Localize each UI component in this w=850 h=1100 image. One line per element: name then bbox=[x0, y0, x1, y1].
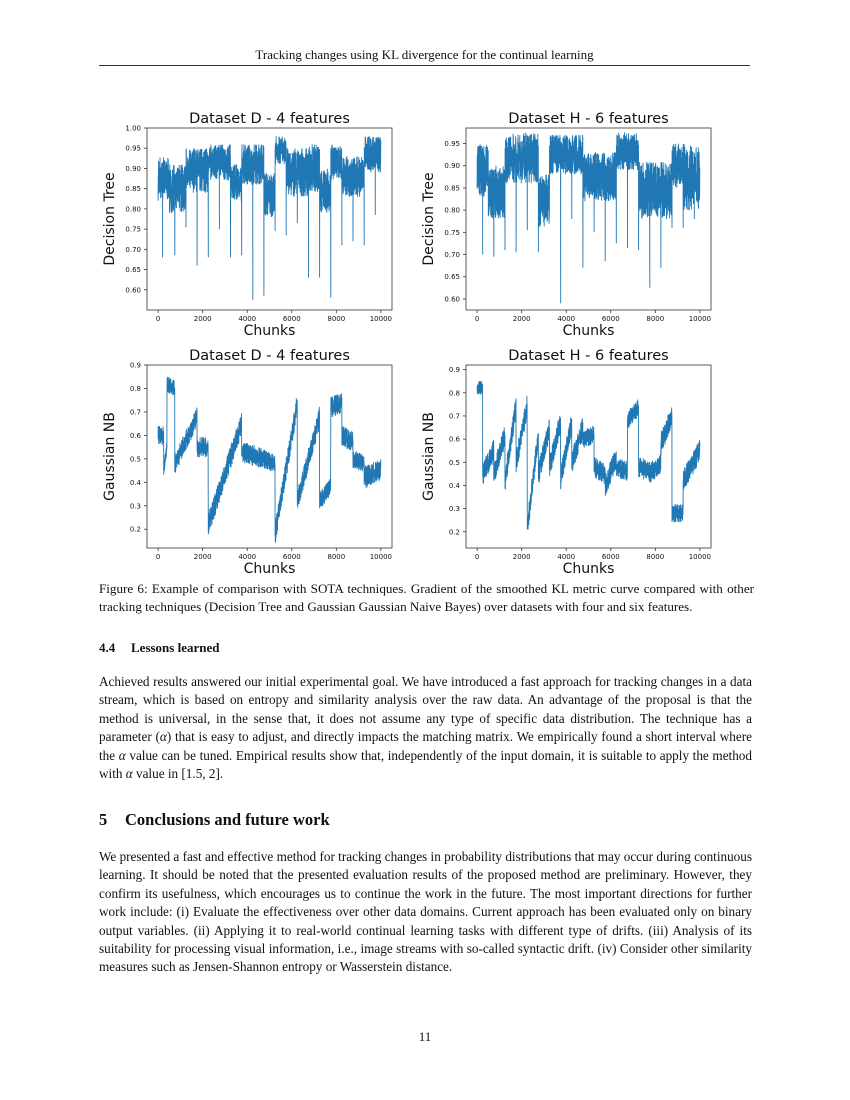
y-tick-label: 0.65 bbox=[125, 266, 141, 275]
x-tick-label: 6000 bbox=[601, 315, 620, 323]
x-tick-label: 2000 bbox=[512, 315, 531, 323]
x-tick-label: 2000 bbox=[193, 315, 212, 323]
text-run: value can be tuned. Empirical results show that, independently of the input domain, it is suitable to apply the method with bbox=[99, 747, 752, 782]
y-tick-label: 0.75 bbox=[444, 228, 460, 237]
x-tick-label: 4000 bbox=[238, 553, 257, 561]
y-tick-label: 0.2 bbox=[129, 525, 141, 534]
y-tick-label: 0.4 bbox=[129, 478, 141, 487]
y-tick-label: 0.9 bbox=[448, 366, 460, 375]
data-line bbox=[477, 133, 700, 304]
subsection-heading-lessons bbox=[99, 640, 219, 656]
section-heading-conclusions bbox=[99, 810, 330, 830]
text-run: value in bbox=[132, 766, 182, 782]
x-tick-label: 0 bbox=[155, 553, 161, 561]
y-tick-label: 0.6 bbox=[129, 431, 141, 440]
x-tick-label: 6000 bbox=[601, 553, 620, 561]
y-tick-label: 0.60 bbox=[125, 286, 141, 295]
text-run: ) that is easy to adjust, and directly impacts the matching matrix. We empirically found a short interval where the bbox=[99, 729, 752, 763]
chart-2 bbox=[421, 111, 711, 339]
chart-3 bbox=[102, 348, 392, 577]
y-tick-label: 0.65 bbox=[444, 273, 460, 282]
subsection-number: 4.4 bbox=[99, 640, 116, 655]
data-line bbox=[158, 136, 381, 300]
y-tick-label: 0.75 bbox=[125, 225, 141, 234]
y-tick-label: 0.5 bbox=[448, 458, 460, 467]
x-tick-label: 10000 bbox=[369, 553, 393, 561]
running-head: Tracking changes using KL divergence for the continual learning bbox=[255, 47, 594, 62]
y-tick-label: 0.80 bbox=[125, 205, 141, 214]
text-run: . bbox=[219, 766, 224, 782]
y-tick-label: 0.8 bbox=[129, 384, 141, 393]
alpha-symbol: α bbox=[159, 729, 167, 745]
y-tick-label: 0.2 bbox=[448, 528, 460, 537]
x-axis-label: Chunks bbox=[562, 323, 615, 339]
y-tick-label: 1.00 bbox=[125, 124, 141, 133]
y-tick-label: 0.90 bbox=[444, 162, 460, 171]
x-axis-label: Chunks bbox=[562, 561, 615, 577]
chart-title: Dataset H - 6 features bbox=[508, 111, 669, 127]
subsection-title: Lessons learned bbox=[131, 640, 220, 655]
alpha-symbol: α bbox=[125, 766, 133, 782]
x-tick-label: 0 bbox=[155, 315, 161, 323]
y-axis-label: Decision Tree bbox=[102, 172, 118, 266]
x-axis-label: Chunks bbox=[243, 561, 296, 577]
x-tick-label: 0 bbox=[474, 315, 480, 323]
x-tick-label: 8000 bbox=[327, 315, 346, 323]
y-tick-label: 0.95 bbox=[125, 144, 141, 153]
x-tick-label: 10000 bbox=[688, 315, 712, 323]
y-axis-label: Gaussian NB bbox=[102, 412, 118, 501]
section-title: Conclusions and future work bbox=[125, 810, 330, 829]
y-tick-label: 0.4 bbox=[448, 481, 460, 490]
x-tick-label: 10000 bbox=[369, 315, 393, 323]
y-tick-label: 0.85 bbox=[125, 185, 141, 194]
figure-6 bbox=[99, 100, 759, 580]
x-tick-label: 6000 bbox=[282, 315, 301, 323]
y-tick-label: 0.80 bbox=[444, 206, 460, 215]
chart-4 bbox=[421, 348, 711, 577]
text-run: Achieved results answered our initial experimental goal. We have introduced a fast approach for tracking changes in a data stream, which is based on entropy and similarity analysis over the raw data. An advantage of the proposal is that the method is universal, in the sense that, it does not assume any type of specific data distribution. The technique has a parameter ( bbox=[99, 674, 752, 745]
y-tick-label: 0.5 bbox=[129, 455, 141, 464]
x-tick-label: 6000 bbox=[282, 553, 301, 561]
x-tick-label: 4000 bbox=[557, 315, 576, 323]
section-number: 5 bbox=[99, 810, 108, 829]
conclusions-paragraph: We presented a fast and effective method for tracking changes in probability distributions that may occur during continuous learning. It should be noted that the presented evaluation results of the proposed method are preliminary. However, they confirm its usefulness, which encourages us to continue the work in the future. The most important directions for further work include: (i) Evaluate the effectiveness over other data domains. Current approach has been evaluated only on binary output variables. (ii) Applying it to real-world continual learning tasks with different type of drifts. (iii) Analysis of its suitability for processing visual information, i.e., image streams with so-called syntactic drift. (iv) Consider other similarity measures such as Jensen-Shannon entropy or Wasserstein distance. bbox=[99, 849, 752, 975]
x-tick-label: 10000 bbox=[688, 553, 712, 561]
page-number: 11 bbox=[418, 1029, 432, 1044]
x-tick-label: 2000 bbox=[512, 553, 531, 561]
x-tick-label: 0 bbox=[474, 553, 480, 561]
plot-frame bbox=[147, 128, 392, 310]
y-tick-label: 0.70 bbox=[444, 251, 460, 260]
y-tick-label: 0.3 bbox=[448, 505, 460, 514]
data-line bbox=[158, 377, 381, 543]
chart-title: Dataset D - 4 features bbox=[189, 348, 350, 364]
y-tick-label: 0.9 bbox=[129, 361, 141, 370]
y-axis-label: Gaussian NB bbox=[421, 412, 437, 501]
y-tick-label: 0.7 bbox=[129, 408, 141, 417]
y-axis-label: Decision Tree bbox=[421, 172, 437, 266]
lessons-paragraph bbox=[99, 673, 752, 783]
header-rule bbox=[99, 65, 750, 66]
chart-title: Dataset H - 6 features bbox=[508, 348, 669, 364]
figure-6-plots bbox=[99, 100, 759, 580]
x-tick-label: 8000 bbox=[646, 315, 665, 323]
y-tick-label: 0.70 bbox=[125, 245, 141, 254]
y-tick-label: 0.85 bbox=[444, 184, 460, 193]
y-tick-label: 0.90 bbox=[125, 164, 141, 173]
x-tick-label: 4000 bbox=[557, 553, 576, 561]
y-tick-label: 0.6 bbox=[448, 435, 460, 444]
y-tick-label: 0.95 bbox=[444, 140, 460, 149]
y-tick-label: 0.60 bbox=[444, 295, 460, 304]
chart-title: Dataset D - 4 features bbox=[189, 111, 350, 127]
x-tick-label: 8000 bbox=[646, 553, 665, 561]
x-tick-label: 4000 bbox=[238, 315, 257, 323]
x-tick-label: 2000 bbox=[193, 553, 212, 561]
data-line bbox=[477, 381, 700, 529]
alpha-symbol: α bbox=[118, 747, 126, 763]
figure-caption: Figure 6: Example of comparison with SOTA techniques. Gradient of the smoothed KL metric curve compared with other tracking techniques (Decision Tree and Gaussian Gaussian Naive Bayes) over datasets with four and six features. bbox=[99, 581, 754, 614]
y-tick-label: 0.7 bbox=[448, 412, 460, 421]
chart-1 bbox=[102, 111, 392, 339]
x-axis-label: Chunks bbox=[243, 323, 296, 339]
y-tick-label: 0.3 bbox=[129, 502, 141, 511]
x-tick-label: 8000 bbox=[327, 553, 346, 561]
interval-math: [1.5, 2] bbox=[181, 766, 220, 782]
y-tick-label: 0.8 bbox=[448, 389, 460, 398]
